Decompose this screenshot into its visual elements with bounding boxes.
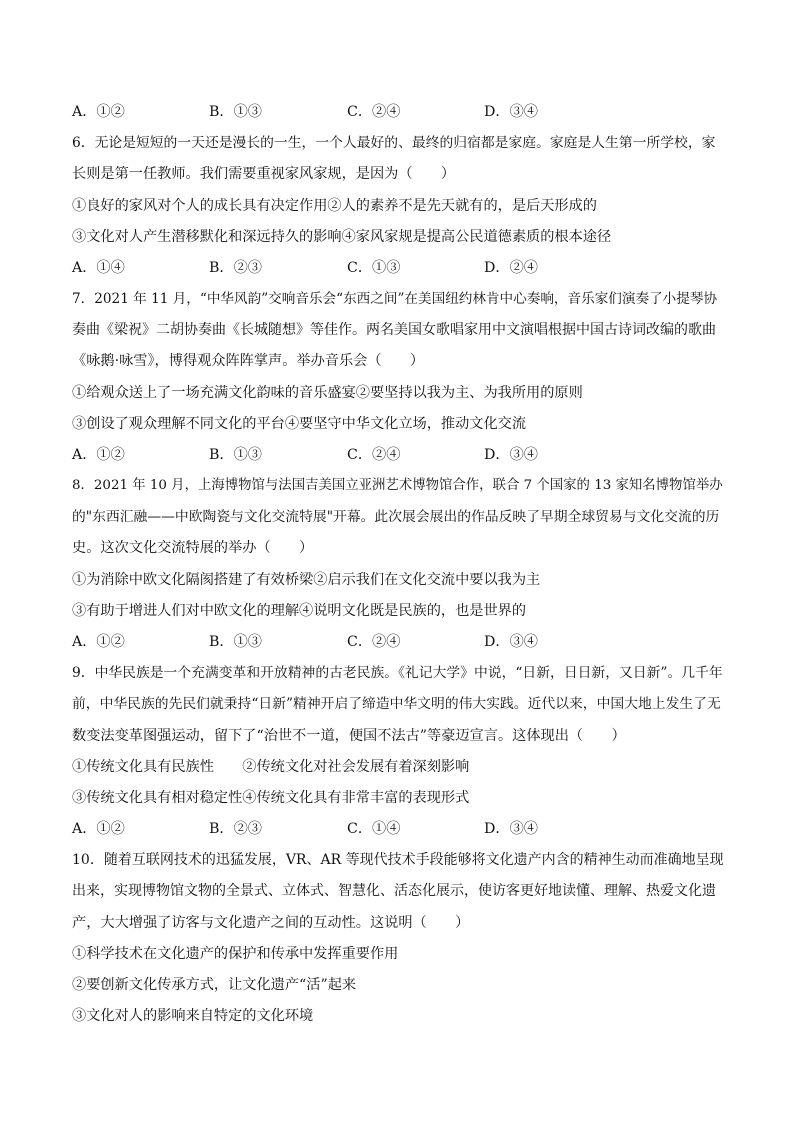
q7-options [72, 445, 724, 465]
q6-statement-2: ③文化对人产生潜移默化和深远持久的影响④家风家规是提高公民道德素质的根本途径 [72, 229, 612, 245]
q10-statement-3: ③文化对人的影响来自特定的文化环境 [72, 1008, 314, 1024]
q8-stem-line-2: 的"东西汇融——中欧陶瓷与文化交流特展"开幕。此次展会展出的作品反映了早期全球贸易与文化交流的历 [72, 509, 720, 525]
q9-option-c[interactable]: C．①④ [347, 821, 401, 837]
q9-option-d[interactable]: D．③④ [484, 821, 538, 837]
q7-stem-line-3: 《咏鹅·咏雪》，博得观众阵阵掌声。举办音乐会（ ） [72, 353, 425, 369]
q8-statement-1: ①为消除中欧文化隔阂搭建了有效桥梁②启示我们在文化交流中要以我为主 [72, 572, 541, 588]
q9-option-b[interactable]: B．②③ [209, 821, 262, 837]
q9-options [72, 819, 724, 839]
q9-statement-1: ①传统文化具有民族性 ②传统文化对社会发展有着深刻影响 [72, 759, 470, 775]
q6-stem-line-1: 6．无论是短短的一天还是漫长的一生，一个人最好的、最终的归宿都是家庭。家庭是人生第一所学校，家 [72, 135, 716, 151]
q6-option-b[interactable]: B．②③ [209, 260, 262, 276]
q8-options [72, 632, 724, 652]
q10-statement-2: ②要创新文化传承方式，让文化遗产“活”起来 [72, 977, 357, 993]
q7-stem-line-1: 7．2021 年 11 月，“中华风韵”交响音乐会“东西之间”在美国纽约林肯中心奏响，音乐家们演奏了小提琴协 [72, 291, 718, 307]
q6-options [72, 258, 724, 278]
q8-statement-2: ③有助于增进人们对中欧文化的理解④说明文化既是民族的，也是世界的 [72, 603, 527, 619]
q6-statement-1: ①良好的家风对个人的成长具有决定作用②人的素养不是先天就有的，是后天形成的 [72, 198, 597, 214]
q9-stem-line-3: 数变法变革图强运动，留下了“治世不一道，便国不法古”等豪迈宣言。这体现出（ ） [72, 728, 626, 744]
q10-statement-1: ①科学技术在文化遗产的保护和传承中发挥重要作用 [72, 946, 399, 962]
q8-option-c[interactable]: C．②④ [347, 634, 401, 650]
q7-option-d[interactable]: D．③④ [484, 447, 538, 463]
q9-stem-line-2: 前，中华民族的先民们就秉持“日新”精神开启了缔造中华文明的伟大实践。近代以来，中国大地上发生了无 [72, 696, 721, 712]
q7-option-a[interactable]: A．①② [72, 447, 125, 463]
q7-option-b[interactable]: B．①③ [209, 447, 262, 463]
q6-stem-line-2: 长则是第一任教师。我们需要重视家风家规，是因为（ ） [72, 166, 456, 182]
q7-statement-2: ③创设了观众理解不同文化的平台④要坚守中华文化立场，推动文化交流 [72, 416, 527, 432]
q6-option-a[interactable]: A．①④ [72, 260, 125, 276]
q8-option-d[interactable]: D．③④ [484, 634, 538, 650]
q9-statement-2: ③传统文化具有相对稳定性④传统文化具有非常丰富的表现形式 [72, 790, 470, 806]
q5-option-a[interactable]: A．①② [72, 104, 125, 120]
q8-option-a[interactable]: A．①② [72, 634, 125, 650]
q8-stem-line-3: 史。这次文化交流特展的举办（ ） [72, 540, 314, 556]
q7-statement-1: ①给观众送上了一场充满文化韵味的音乐盛宴②要坚持以我为主、为我所用的原则 [72, 385, 583, 401]
q7-stem-line-2: 奏曲《梁祝》二胡协奏曲《长城随想》等佳作。两名美国女歌唱家用中文演唱根据中国古诗词改编的歌曲 [72, 322, 716, 338]
q7-option-c[interactable]: C．②④ [347, 447, 401, 463]
q6-option-c[interactable]: C．①③ [347, 260, 401, 276]
q9-option-a[interactable]: A．①② [72, 821, 125, 837]
q6-option-d[interactable]: D．②④ [484, 260, 538, 276]
q5-options [72, 102, 724, 122]
q8-stem-line-1: 8．2021 年 10 月，上海博物馆与法国吉美国立亚洲艺术博物馆合作，联合 7 个国家的 13 家知名博物馆举办 [72, 478, 723, 493]
q5-option-b[interactable]: B．①③ [209, 104, 262, 120]
q9-stem-line-1: 9．中华民族是一个充满变革和开放精神的古老民族。《礼记大学》中说，“日新，日日新，又日新”。几千年 [72, 665, 723, 681]
q10-stem-line-2: 出来，实现博物馆文物的全景式、立体式、智慧化、活态化展示，使访客更好地读懂、理解、热爱文化遗 [72, 883, 716, 899]
q5-option-c[interactable]: C．②④ [347, 104, 401, 120]
q5-option-d[interactable]: D．③④ [484, 104, 538, 120]
q10-stem-line-1: 10．随着互联网技术的迅猛发展，VR、AR 等现代技术手段能够将文化遗产内含的精神生动而准确地呈现 [72, 852, 724, 868]
q10-stem-line-3: 产，大大增强了访客与文化遗产之间的互动性。这说明（ ） [72, 915, 470, 931]
q8-option-b[interactable]: B．①③ [209, 634, 262, 650]
